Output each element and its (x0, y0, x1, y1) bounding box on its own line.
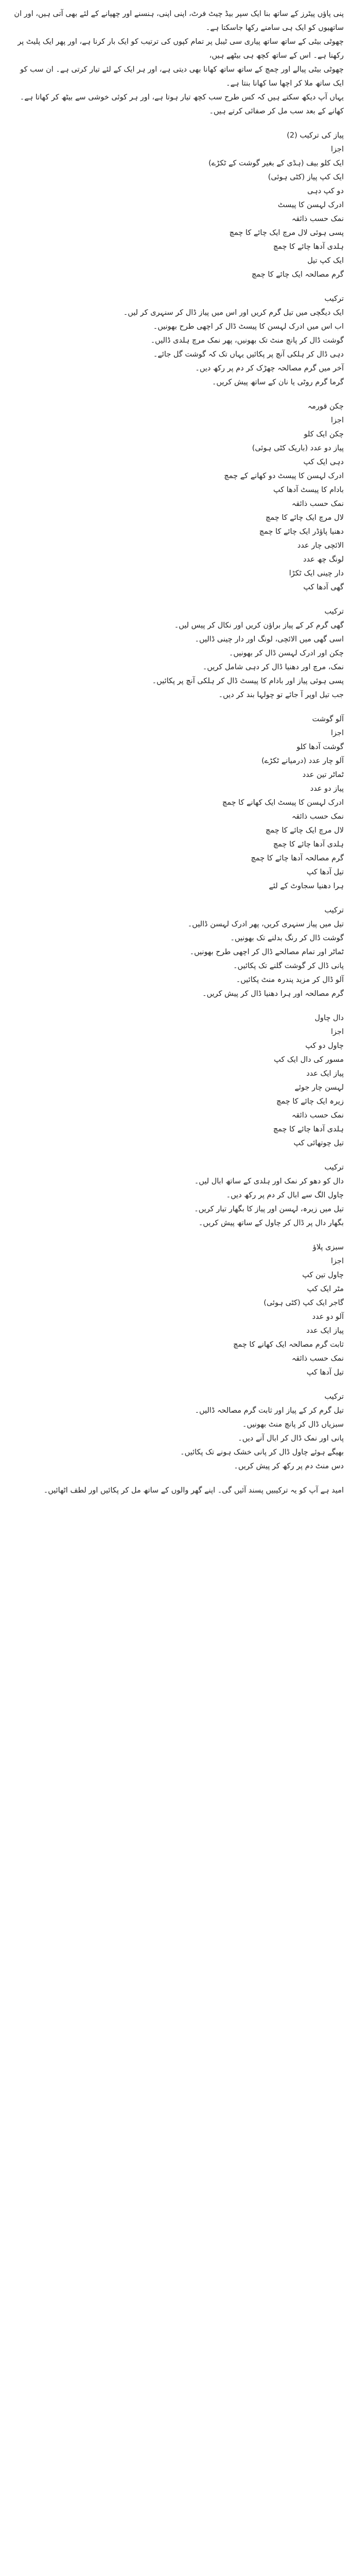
document-body (8, 129, 344, 1473)
text-line: ادرک لہسن کا پیسٹ دو کھانے کے چمچ (224, 472, 344, 480)
recipe-section (8, 713, 344, 893)
text-line: ادرک لہسن کا پیسٹ (277, 201, 344, 209)
text-line: ترکیب (324, 1393, 344, 1401)
text-line: ایک دیگچی میں تیل گرم کریں اور اس میں پیاز ڈال کر سنہری کر لیں۔ (123, 309, 344, 317)
text-line: ثابت گرم مصالحہ ایک کھانے کا چمچ (233, 1341, 344, 1349)
text-line: نمک حسب ذائقہ (291, 215, 344, 223)
recipe-section (8, 904, 344, 1001)
text-line: جب تیل اوپر آ جائے تو چولہا بند کر دیں۔ (218, 691, 344, 699)
text-line: ٹماٹر اور تمام مصالحے ڈال کر اچھی طرح بھونیں۔ (189, 948, 344, 956)
text-line: گوشت آدھا کلو (296, 743, 344, 751)
text-line: اب اس میں ادرک لہسن کا پیسٹ ڈال کر اچھی طرح بھونیں۔ (153, 323, 344, 331)
text-line: ہرا دھنیا سجاوٹ کے لئے (269, 882, 344, 890)
text-line: ترکیب (324, 607, 344, 616)
text-line: چکن قورمہ (307, 402, 344, 411)
text-line: دھنیا پاؤڈر ایک چائے کا چمچ (259, 528, 344, 536)
text-line: زیرہ ایک چائے کا چمچ (276, 1097, 344, 1106)
text-line: پیاز ایک عدد (306, 1327, 344, 1335)
text-line: ہلدی آدھا چائے کا چمچ (273, 1125, 344, 1133)
text-line: تیل چوتھائی کپ (293, 1139, 344, 1147)
text-line: گوشت ڈال کر رنگ بدلنے تک بھونیں۔ (230, 934, 344, 942)
text-line: ایک کپ تیل (307, 257, 344, 265)
text-line: بگھار دال پر ڈال کر چاول کے ساتھ پیش کریں۔ (198, 1219, 344, 1227)
recipe-section (8, 1390, 344, 1473)
text-line: چاول دو کپ (305, 1042, 344, 1050)
text-line: مسور کی دال ایک کپ (274, 1056, 344, 1064)
text-line: الائچی چار عدد (297, 541, 344, 550)
text-line: مٹر ایک کپ (307, 1285, 344, 1293)
text-line: دال کو دھو کر نمک اور ہلدی کے ساتھ ابال لیں۔ (194, 1177, 344, 1185)
text-line: چھوٹی بیٹی کے ساتھ ساتھ پیاری سی ٹیبل پر تمام کپوں کی ترتیب کو ایک بار کرنا ہے، اور پھر ایک پلیٹ پر رکھنا ہے۔ اس کے ساتھ کچھ ہی بیٹھے ہیں، (17, 38, 344, 60)
text-line: چکن اور ادرک لہسن ڈال کر بھونیں۔ (228, 649, 344, 657)
text-line: پنی پاؤں پیٹرز کے ساتھ بنا ایک سپر بیڈ چیٹ فرٹ، اپنی اپنی، ہنسنے اور چھپانے کے لئے بھی آتی ہیں، اور ان ساتھیوں کو ایک ہی سامنے رکھا جاسکتا ہے۔ (14, 10, 344, 32)
text-line: لونگ چھ عدد (303, 555, 344, 564)
text-line: سبزیاں ڈال کر پانچ منٹ بھونیں۔ (242, 1420, 344, 1429)
text-line: ایک کلو بیف (ہڈی کے بغیر گوشت کے ٹکڑے) (208, 159, 344, 167)
recipe-section (8, 605, 344, 702)
text-line: آلو چار عدد (درمیانے ٹکڑے) (261, 757, 344, 765)
text-line: تیل آدھا کپ (306, 1368, 344, 1377)
text-line: امید ہے آپ کو یہ ترکیبیں پسند آئیں گی۔ اپنے گھر والوں کے ساتھ مل کر پکائیں اور لطف اٹھائیں۔ (43, 1486, 344, 1495)
recipe-section (8, 129, 344, 282)
text-line: ترکیب (324, 906, 344, 914)
text-line: پسی ہوئی لال مرچ ایک چائے کا چمچ (229, 229, 344, 237)
text-line: پیاز دو عدد (باریک کٹی ہوئی) (252, 444, 344, 452)
text-line: اجزا (330, 1257, 344, 1265)
text-line: پانی اور نمک ڈال کر ابال آنے دیں۔ (238, 1434, 344, 1443)
text-line: ہلدی آدھا چائے کا چمچ (273, 243, 344, 251)
text-line: آلو دو عدد (312, 1313, 344, 1321)
recipe-section (8, 292, 344, 389)
document-outro (8, 1484, 344, 1498)
text-line: اجزا (330, 416, 344, 425)
recipe-section (8, 400, 344, 595)
text-line: آلو ڈال کر مزید پندرہ منٹ پکائیں۔ (236, 976, 344, 984)
text-line: گرم مصالحہ آدھا چائے کا چمچ (251, 854, 344, 862)
text-line: گرم مصالحہ اور ہرا دھنیا ڈال کر پیش کریں۔ (202, 990, 344, 998)
text-line: تیل میں پیاز سنہری کریں، پھر ادرک لہسن ڈالیں۔ (187, 920, 344, 928)
text-line: ادرک لہسن کا پیسٹ ایک کھانے کا چمچ (222, 799, 344, 807)
text-line: ہلدی آدھا چائے کا چمچ (273, 840, 344, 849)
text-line: لہسن چار جوئے (294, 1083, 344, 1092)
text-line: چکن ایک کلو (304, 430, 344, 438)
text-line: نمک حسب ذائقہ (291, 500, 344, 508)
text-line: ترکیب (324, 295, 344, 303)
text-line: نمک حسب ذائقہ (291, 1354, 344, 1363)
text-line: گھی آدھا کپ (303, 583, 344, 591)
text-line: اجزا (330, 1028, 344, 1036)
text-line: گوشت ڈال کر پانچ منٹ تک بھونیں، پھر نمک مرچ ہلدی ڈالیں۔ (150, 336, 344, 345)
text-line: دس منٹ دم پر رکھ کر پیش کریں۔ (234, 1462, 344, 1470)
text-line: گاجر ایک کپ (کٹی ہوئی) (263, 1299, 344, 1307)
text-line: گرم مصالحہ ایک چائے کا چمچ (252, 270, 344, 279)
text-line: نمک حسب ذائقہ (291, 812, 344, 821)
recipe-section (8, 1011, 344, 1150)
text-line: نمک حسب ذائقہ (291, 1111, 344, 1120)
text-line: پیاز دو عدد (310, 785, 344, 793)
text-line: گھی گرم کر کے پیاز براؤن کریں اور نکال کر پیس لیں۔ (174, 621, 344, 630)
text-line: لال مرچ ایک چائے کا چمچ (266, 826, 344, 835)
text-line: پسی ہوئی پیاز اور بادام کا پیسٹ ڈال کر ہلکی آنچ پر پکائیں۔ (152, 677, 344, 685)
text-line: ایک کپ پیاز (کٹی ہوئی) (268, 173, 344, 181)
text-line: اسی گھی میں الائچی، لونگ اور دار چینی ڈالیں۔ (195, 635, 344, 643)
text-line: لال مرچ ایک چائے کا چمچ (266, 514, 344, 522)
text-line: پانی ڈال کر گوشت گلنے تک پکائیں۔ (233, 962, 344, 970)
text-line: اجزا (330, 729, 344, 737)
text-line: چاول تین کپ (302, 1271, 344, 1279)
text-line: آخر میں گرم مصالحہ چھڑک کر دم پر رکھ دیں۔ (195, 364, 344, 372)
text-line: تیل میں زیرہ، لہسن اور پیاز کا بگھار تیار کریں۔ (194, 1205, 344, 1213)
text-line: ترکیب (324, 1163, 344, 1172)
text-line: اجزا (330, 145, 344, 154)
text-line: پیاز ایک عدد (306, 1070, 344, 1078)
text-line: سبزی پلاؤ (312, 1243, 344, 1251)
text-line: دار چینی ایک ٹکڑا (289, 569, 344, 578)
text-line: دہی ڈال کر ہلکی آنچ پر پکائیں یہاں تک کہ گوشت گل جائے۔ (153, 350, 344, 359)
document-intro (8, 7, 344, 118)
recipe-section (8, 1161, 344, 1230)
text-line: بادام کا پیسٹ آدھا کپ (273, 486, 344, 494)
text-line: نمک، مرچ اور دھنیا ڈال کر دہی شامل کریں۔ (202, 663, 344, 671)
text-line: تیل آدھا کپ (306, 868, 344, 876)
text-line: تیل گرم کر کے پیاز اور ثابت گرم مصالحہ ڈالیں۔ (195, 1406, 344, 1415)
recipe-section (8, 1241, 344, 1380)
text-line: پیاز کی ترکیب (2) (287, 131, 344, 140)
text-line: چاول الگ سے ابال کر دم پر رکھ دیں۔ (226, 1191, 344, 1199)
text-line: بھیگے ہوئے چاول ڈال کر پانی خشک ہونے تک پکائیں۔ (180, 1448, 344, 1456)
text-line: دہی ایک کپ (303, 458, 344, 466)
text-line: دو کپ دہی (307, 187, 344, 195)
text-line: گرما گرم روٹی یا نان کے ساتھ پیش کریں۔ (212, 378, 344, 386)
text-line: چھوٹی بیٹی پیالے اور چمچ کے ساتھ ساتھ کھانا بھی دیتی ہے، اور ہر ایک کے لئے تیار کرتی ہے۔ ان سب کو ایک ساتھ ملا کر اچھا سا کھانا بنتا ہے۔ (20, 65, 344, 88)
text-line: آلو گوشت (312, 715, 344, 723)
text-line: یہاں آپ دیکھ سکتے ہیں کہ کس طرح سب کچھ تیار ہوتا ہے، اور ہر کوئی خوشی سے بیٹھ کر کھاتا ہے۔ کھانے کے بعد سب مل کر صفائی کرتے ہیں۔ (20, 93, 344, 115)
text-line: دال چاول (314, 1014, 344, 1022)
text-line: ٹماٹر تین عدد (302, 771, 344, 779)
